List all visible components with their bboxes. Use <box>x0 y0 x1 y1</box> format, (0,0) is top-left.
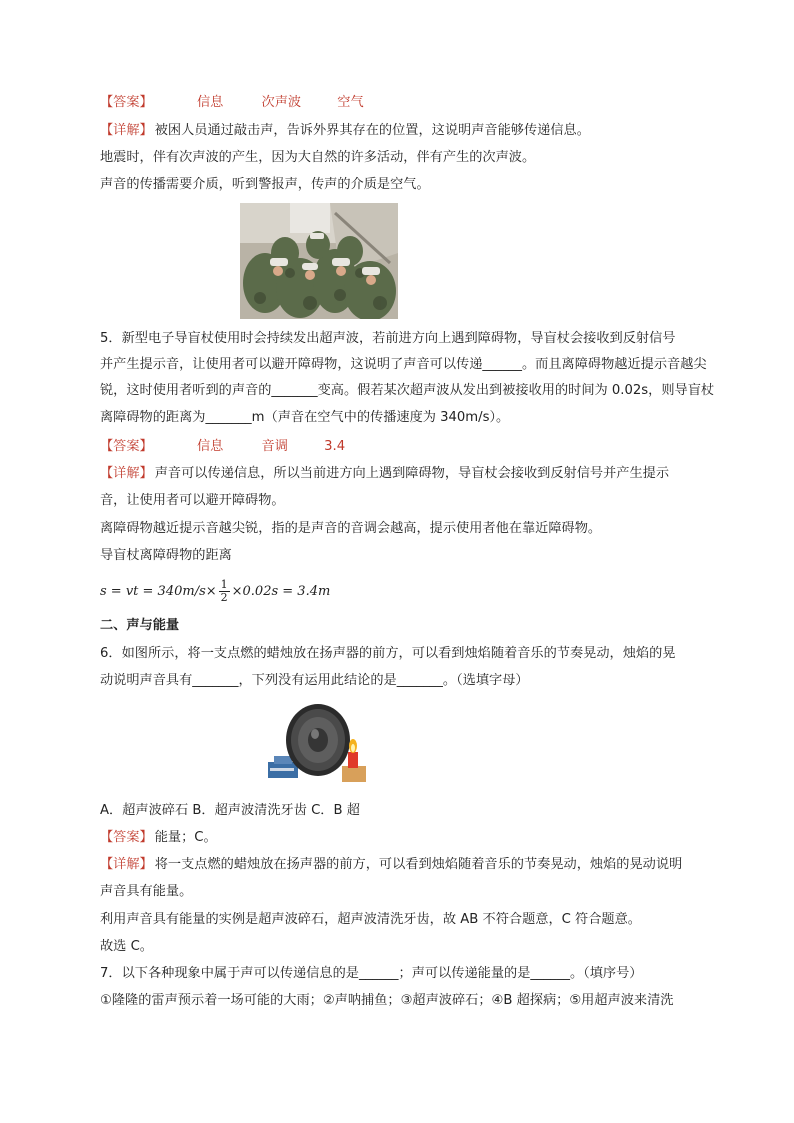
q5-stem-line-3: 锐，这时使用者听到的声音的_______变高。假若某次超声波从发出到被接收用的时间为 0.02s，则导盲杖 <box>100 383 715 398</box>
answer-tag: 【答案】 <box>100 95 153 110</box>
q4-answer-line <box>100 93 364 113</box>
formula-right: ×0.02s = 3.4m <box>231 584 331 599</box>
q4-detail-line-3: 声音的传播需要介质，听到警报声，传声的介质是空气。 <box>100 177 430 192</box>
q5-stem-line-2: 并产生提示音，让使用者可以避开障碍物，这说明了声音可以传递______。而且离障碍物越近提示音越尖 <box>100 357 707 372</box>
q6-stem-line-2: 动说明声音具有_______，下列没有运用此结论的是_______。（选填字母） <box>100 673 529 688</box>
answer-3: 3.4 <box>324 439 346 454</box>
detail-tag: 【详解】 <box>100 857 153 872</box>
q5-detail-line-2: 音，让使用者可以避开障碍物。 <box>100 493 285 508</box>
q4-detail-line-2: 地震时，伴有次声波的产生，因为大自然的许多活动，伴有产生的次声波。 <box>100 150 536 165</box>
formula-left: s = vt = 340m/s× <box>100 584 217 599</box>
q5-formula <box>100 578 330 606</box>
q5-stem-line-1: 5．新型电子导盲杖使用时会持续发出超声波，若前进方向上遇到障碍物，导盲杖会接收到反射信号 <box>100 331 676 346</box>
q6-detail-line-3: 利用声音具有能量的实例是超声波碎石，超声波清洗牙齿，故 AB 不符合题意，C 符合题意。 <box>100 912 641 927</box>
detail-tag: 【详解】 <box>100 466 153 481</box>
q6-answer-text: 能量；C。 <box>154 830 217 845</box>
q5-detail-line-3: 离障碍物越近提示音越尖锐，指的是声音的音调会越高，提示使用者他在靠近障碍物。 <box>100 521 602 536</box>
answer-1: 信息 <box>196 95 224 110</box>
q6-options: A．超声波碎石 B．超声波清洗牙齿 C．B 超 <box>100 803 360 818</box>
q4-detail-text-1: 被困人员通过敲击声，告诉外界其存在的位置，这说明声音能够传递信息。 <box>154 123 590 138</box>
evacuation-photo <box>240 203 398 319</box>
answer-2: 次声波 <box>261 95 302 110</box>
answer-tag: 【答案】 <box>100 439 153 454</box>
answer-tag: 【答案】 <box>100 830 153 845</box>
fraction-numerator: 1 <box>220 578 228 591</box>
q7-stem-line-2: ①隆隆的雷声预示着一场可能的大雨；②声呐捕鱼；③超声波碎石；④B 超探病；⑤用超声波来清洗 <box>100 993 674 1008</box>
q5-detail-text-1: 声音可以传递信息，所以当前进方向上遇到障碍物，导盲杖会接收到反射信号并产生提示 <box>154 466 670 481</box>
section-title: 二、声与能量 <box>100 618 180 633</box>
q5-detail-line-1 <box>100 464 669 484</box>
answer-1: 信息 <box>196 439 224 454</box>
q4-detail-line-1 <box>100 121 590 141</box>
q6-detail-text-1: 将一支点燃的蜡烛放在扬声器的前方，可以看到烛焰随着音乐的节奏晃动，烛焰的晃动说明 <box>154 857 683 872</box>
formula-fraction <box>219 579 230 604</box>
q5-detail-line-4: 导盲杖离障碍物的距离 <box>100 548 232 563</box>
q5-stem-line-4: 离障碍物的距离为_______m（声音在空气中的传播速度为 340m/s）。 <box>100 410 510 425</box>
q6-answer-line <box>100 828 217 848</box>
answer-2: 音调 <box>261 439 288 454</box>
q6-stem-line-1: 6．如图所示，将一支点燃的蜡烛放在扬声器的前方，可以看到烛焰随着音乐的节奏晃动，烛焰的晃 <box>100 646 676 661</box>
answer-3: 空气 <box>337 95 364 110</box>
fraction-denominator: 2 <box>220 591 228 604</box>
q6-detail-line-1 <box>100 855 682 875</box>
q6-detail-line-4: 故选 C。 <box>100 939 153 954</box>
detail-tag: 【详解】 <box>100 123 153 138</box>
q7-stem-line-1: 7．以下各种现象中属于声可以传递信息的是______；声可以传递能量的是______。（填序号） <box>100 966 643 981</box>
speaker-candle-figure <box>268 702 368 784</box>
q6-detail-line-2: 声音具有能量。 <box>100 884 193 899</box>
q5-answer-line <box>100 437 345 457</box>
